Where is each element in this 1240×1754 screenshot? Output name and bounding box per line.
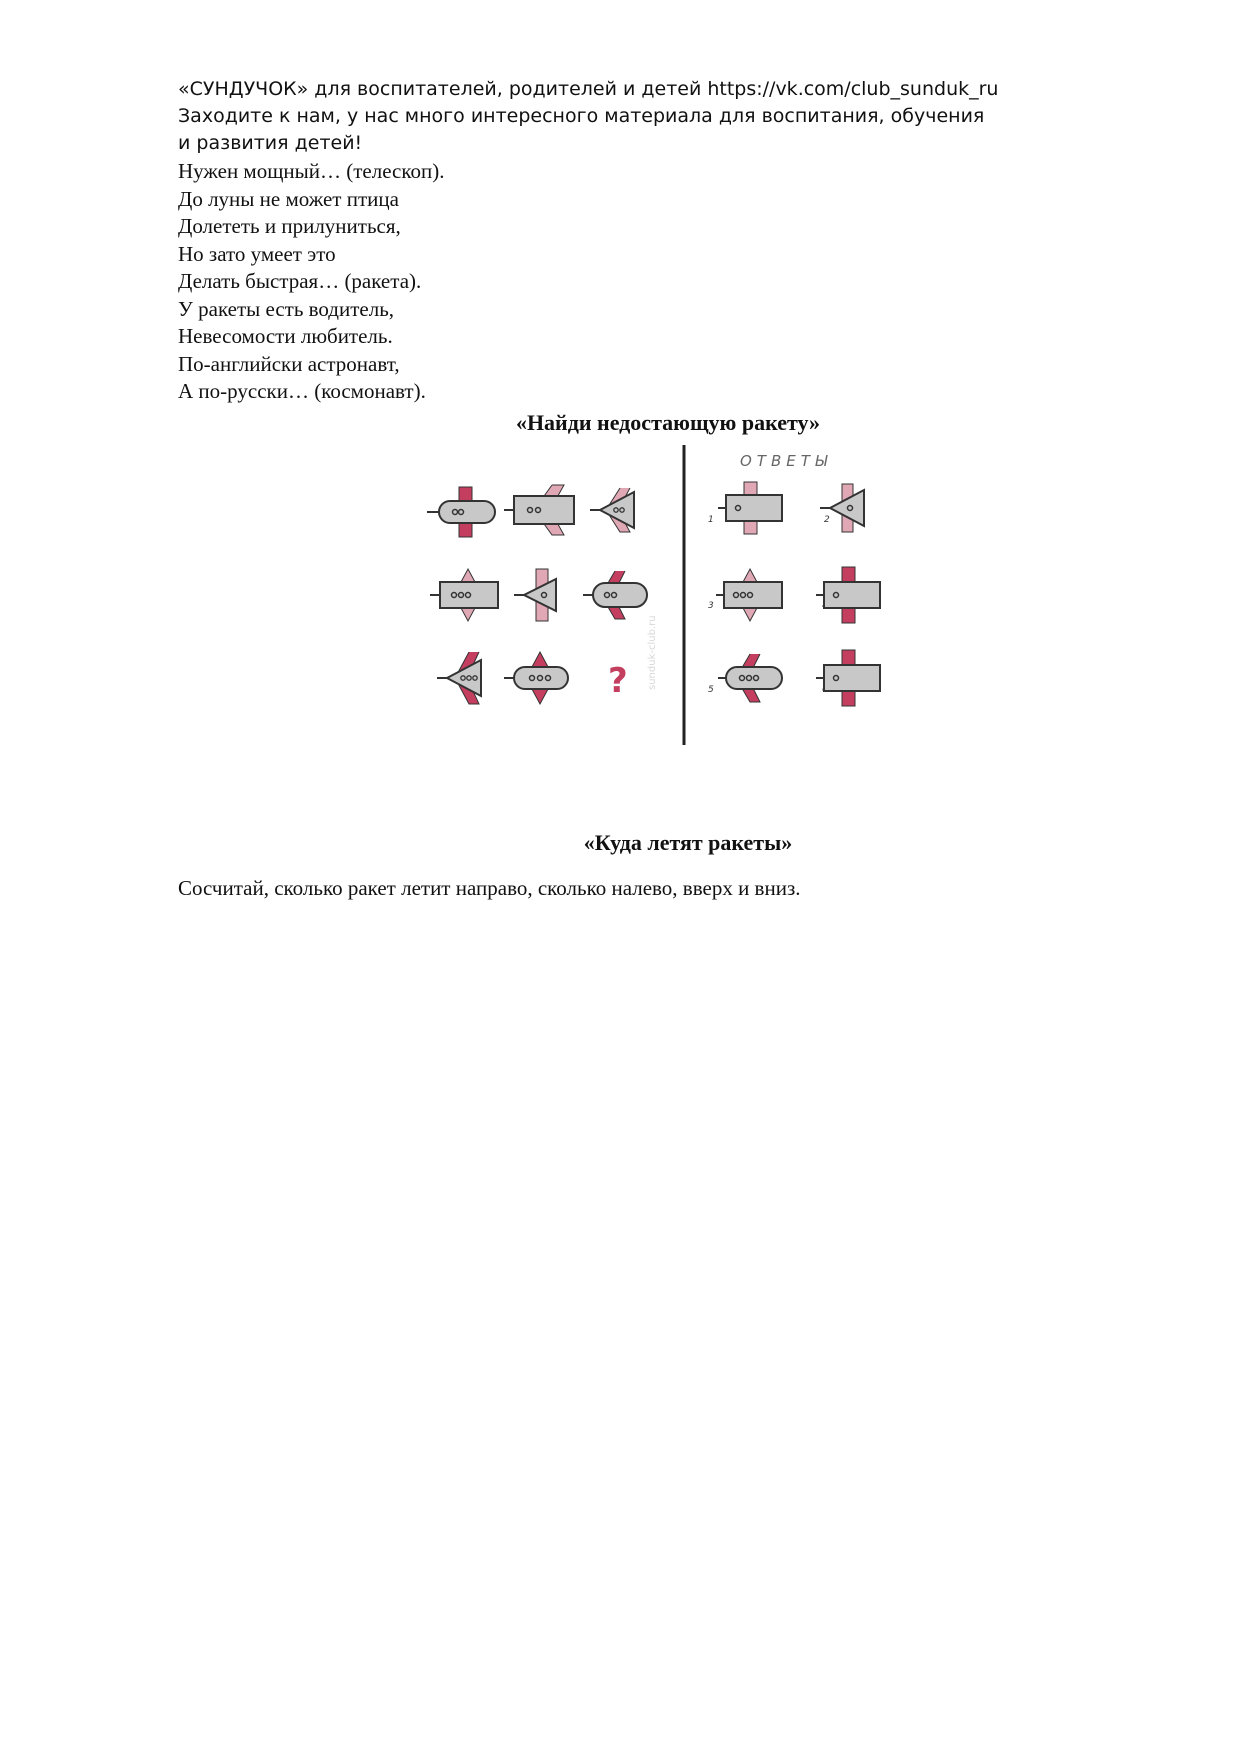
rocket-icon (716, 569, 782, 621)
answer-number: 1 (708, 515, 714, 525)
poem-line: Но зато умеет это (178, 241, 336, 266)
question-mark: ? (608, 661, 628, 701)
header-line-1: «СУНДУЧОК» для воспитателей, родителей и детей https://vk.com/club_sunduk_ru (178, 78, 999, 100)
poem-line: Долететь и прилуниться, (178, 214, 401, 238)
rocket-icon (430, 569, 498, 621)
rocket-icon (718, 654, 782, 702)
rocket-icon (427, 487, 495, 537)
rocket-icon (504, 652, 568, 704)
poem-line: Невесомости любитель. (178, 324, 393, 348)
missing-rocket-heading: «Найди недостающую ракету» (515, 410, 821, 435)
rocket-icon (816, 567, 880, 623)
rocket-icon (583, 571, 647, 619)
header-line-2: Заходите к нам, у нас много интересного материала для воспитания, обучения (178, 105, 985, 127)
answer-number: 3 (708, 601, 714, 611)
rocket-icon (437, 652, 481, 704)
poem-line: До луны не может птица (178, 186, 399, 211)
poem-line: Нужен мощный… (телескоп). (178, 159, 445, 183)
header-line-3: и развития детей! (178, 132, 363, 154)
where-rockets-fly-heading: «Куда летят ракеты» (583, 830, 793, 855)
watermark: sunduk-club.ru (647, 615, 658, 690)
poem-line: У ракеты есть водитель, (178, 296, 395, 321)
rocket-icon (590, 488, 634, 532)
rocket-icon (718, 482, 782, 534)
answer-number: 5 (708, 685, 714, 695)
riddle-poem (178, 158, 878, 406)
rocket-icon (504, 485, 574, 535)
site-header (178, 76, 1078, 157)
poem-line: А по-русски… (космонавт). (178, 379, 426, 403)
rocket-icon (514, 569, 556, 621)
rocket-puzzle-image (420, 440, 900, 745)
answer-number: 2 (824, 515, 830, 525)
poem-line: По-английски астронавт, (178, 351, 400, 376)
answers-title: ОТВЕТЫ (740, 452, 833, 470)
poem-line: Делать быстрая… (ракета). (178, 269, 422, 293)
rocket-icon (816, 650, 880, 706)
counting-instruction: Сосчитай, сколько ракет летит направо, сколько налево, вверх и вниз. (178, 876, 801, 900)
